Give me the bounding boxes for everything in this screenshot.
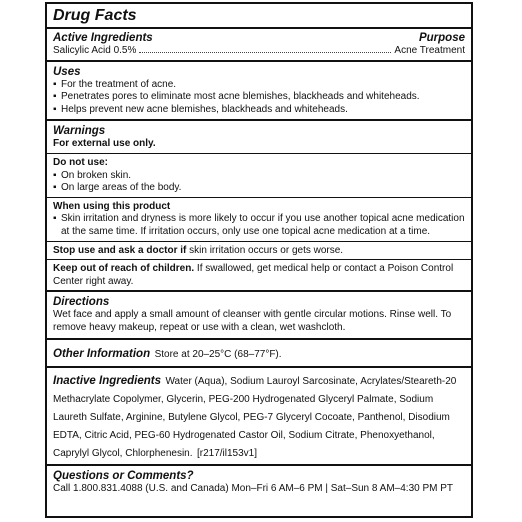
keep-out-block xyxy=(47,260,471,290)
stop-use-block xyxy=(47,242,471,261)
directions-section xyxy=(47,292,471,339)
active-header-row xyxy=(53,31,465,45)
uses-heading: Uses xyxy=(53,65,81,78)
uses-section xyxy=(47,62,471,122)
drug-facts-title: Drug Facts xyxy=(53,7,137,24)
list-item: ▪ Skin irritation and dryness is more likely to occur if you use another topical acne medication at the same time. If irritation occurs, only use one topical acne medication at a time. xyxy=(53,213,465,237)
list-item: ▪ For the treatment of acne. xyxy=(53,78,177,90)
questions-text: Call 1.800.831.4088 (U.S. and Canada) Mon–Fri 6 AM–6 PM | Sat–Sun 8 AM–4:30 PM PT xyxy=(53,482,454,494)
inactive-ingredients-code: [r217/il153v1] xyxy=(196,447,258,459)
stop-use-bold: Stop use and ask a doctor if xyxy=(53,244,187,256)
list-item: ▪ On large areas of the body. xyxy=(53,182,182,194)
when-using-heading: When using this product xyxy=(53,200,171,212)
warnings-heading: Warnings xyxy=(53,125,106,138)
active-ingredients-heading: Active Ingredients xyxy=(53,32,153,44)
do-not-use-block xyxy=(47,154,471,198)
external-use-text: For external use only. xyxy=(53,138,156,150)
directions-heading: Directions xyxy=(53,296,110,309)
active-ingredient-name: Salicylic Acid 0.5% xyxy=(53,45,137,56)
questions-heading: Questions or Comments? xyxy=(53,469,194,482)
active-ingredient-row xyxy=(53,45,465,58)
warnings-intro xyxy=(47,121,471,154)
keep-out-bold: Keep out of reach of children. xyxy=(53,263,195,275)
purpose-heading: Purpose xyxy=(418,32,465,44)
directions-text: Wet face and apply a small amount of cleanser with gentle circular motions. Rinse well. To remove heavy makeup, repeat or use with a clean, wet washcloth. xyxy=(53,309,452,333)
other-information-section xyxy=(47,340,471,368)
when-using-block xyxy=(47,198,471,242)
warnings-section xyxy=(47,121,471,292)
questions-section xyxy=(47,466,471,499)
inactive-ingredients-section xyxy=(47,368,471,466)
keep-out-text: If swallowed, get medical help or contact a Poison Control Center right away. xyxy=(53,263,454,287)
active-ingredients-section xyxy=(47,29,471,62)
other-information-heading: Other Information xyxy=(53,347,151,360)
list-item: ▪ Helps prevent new acne blemishes, blackheads and whiteheads. xyxy=(53,103,348,115)
title-section xyxy=(47,4,471,29)
stop-use-text: skin irritation occurs or gets worse. xyxy=(189,244,344,256)
list-item: ▪ On broken skin. xyxy=(53,169,132,181)
other-information-text: Store at 20–25°C (68–77°F). xyxy=(154,348,282,360)
dotted-leader xyxy=(139,52,391,53)
active-ingredient-purpose: Acne Treatment xyxy=(394,45,465,56)
do-not-use-heading: Do not use: xyxy=(53,156,108,168)
list-item: ▪ Penetrates pores to eliminate most acne blemishes, blackheads and whiteheads. xyxy=(53,91,420,103)
drug-facts-panel xyxy=(45,2,473,518)
inactive-ingredients-heading: Inactive Ingredients xyxy=(53,374,162,387)
inactive-ingredients-text: Water (Aqua), Sodium Lauroyl Sarcosinate, Acrylates/Steareth-20 Methacrylate Copolymer, Glycerin, PEG-200 Hydrogenated Glyceryl Palmate, Sodium Laureth Sulfate, Arginine, Butylene Glycol, PEG-7 Glyceryl Cocoate, Panthenol, Disodium EDTA, Citric Acid, PEG-60 Hydrogenated Castor Oil, Sodium Citrate, Phenoxyethanol, Caprylyl Glycol, Chlorphenesin. xyxy=(53,375,457,459)
